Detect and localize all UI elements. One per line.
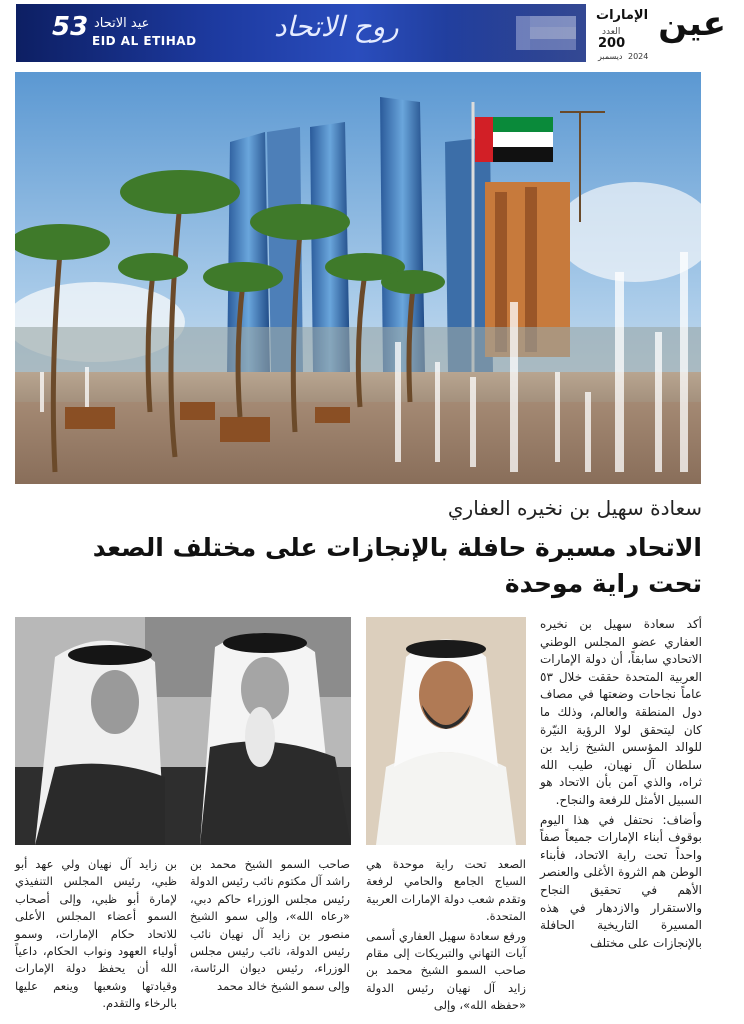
flag-watermark-icon bbox=[516, 16, 576, 50]
issue-number: 200 bbox=[598, 36, 626, 51]
logo-emirates: الإمارات bbox=[596, 8, 649, 23]
article-paragraph: وأضاف: نحتفل في هذا اليوم بوقوف أبناء الإمارات جميعاً صفاً واحداً تحت راية الاتحاد، فأبناء الوطن هم الثروة الأغلى والعنصر الأهم في تحقيق النجاح والاستقرار والازدهار في هذه المسيرة التاريخية الحافلة بالإنجازات على مختلف bbox=[540, 812, 702, 950]
banner-arabic-label: عيد الاتحاد bbox=[94, 16, 150, 31]
page-header bbox=[0, 0, 744, 68]
banner-calligraphy: روح الاتحاد bbox=[274, 10, 399, 43]
article-column-1 bbox=[540, 616, 702, 954]
article-paragraph: ورفع سعادة سهيل العفاري أسمى آيات التهاني والتبريكات إلى مقام صاحب السمو الشيخ محمد بن زايد آل نهيان رئيس الدولة «حفظه الله»، وإلى bbox=[366, 928, 526, 1013]
article-paragraph: أكد سعادة سهيل بن نخيره العفاري عضو المجلس الوطني الاتحادي سابقاً، أن دولة الإمارات العربية المتحدة حققت خلال ٥٣ عاماً نجاحات وضعتها في مصاف دول المنطقة والعالم، وذلك ما كان ليتحقق لولا الرؤية النيّرة للوالد المؤسس الشيخ زايد بن سلطان آل نهيان، طيب الله ثراه، والذي آمن بأن الاتحاد هو السبيل الأمثل للرفعة والنجاح. bbox=[540, 617, 702, 807]
article-column-3 bbox=[190, 856, 350, 997]
historic-leaders-photo bbox=[15, 617, 351, 845]
article-kicker: سعادة سهيل بن نخيره العفاري bbox=[447, 496, 702, 520]
logo-ain: عين bbox=[658, 4, 726, 44]
ain-al-emarat-logo bbox=[596, 2, 736, 64]
article-headline: الاتحاد مسيرة حافلة بالإنجازات على مختلف الصعد تحت راية موحدة bbox=[92, 533, 702, 598]
issue-label: العدد bbox=[602, 27, 621, 37]
portrait-photo bbox=[366, 617, 526, 845]
article-paragraph: صاحب السمو الشيخ محمد بن راشد آل مكتوم نائب رئيس الدولة رئيس مجلس الوزراء حاكم دبي، «رعاه الله»، وإلى سمو الشيخ منصور بن زايد آل نهيان نائب رئيس الدولة، نائب رئيس مجلس الوزراء، رئيس ديوان الرئاسة، وإلى سمو الشيخ خالد محمد bbox=[190, 857, 350, 993]
eid-al-etihad-banner bbox=[16, 4, 586, 62]
issue-year: 2024 bbox=[628, 52, 649, 61]
issue-month: ديسمبر bbox=[598, 52, 623, 61]
article-paragraph: الصعد تحت راية موحدة هي السياج الجامع والحامي لرفعة وتقدم شعب دولة الإمارات العربية المتحدة. bbox=[366, 857, 526, 924]
banner-english-label: EID AL ETIHAD bbox=[92, 34, 197, 48]
article-column-4 bbox=[15, 856, 177, 1015]
banner-number: 53 bbox=[52, 12, 89, 42]
article-paragraph: بن زايد آل نهيان ولي عهد أبو ظبي، رئيس المجلس التنفيذي لإمارة أبو ظبي، وإلى أصحاب السمو أعضاء المجلس الأعلى للاتحاد حكام الإمارات، وسمو أولياء العهود ونواب الحكام، داعياً الله أن يحفظ دولة الإمارات وقيادتها وشعبها وينعم عليها بالرخاء والتقدم. bbox=[15, 857, 177, 1011]
article-column-2 bbox=[366, 856, 526, 1017]
abu-dhabi-skyline-photo bbox=[15, 72, 701, 484]
